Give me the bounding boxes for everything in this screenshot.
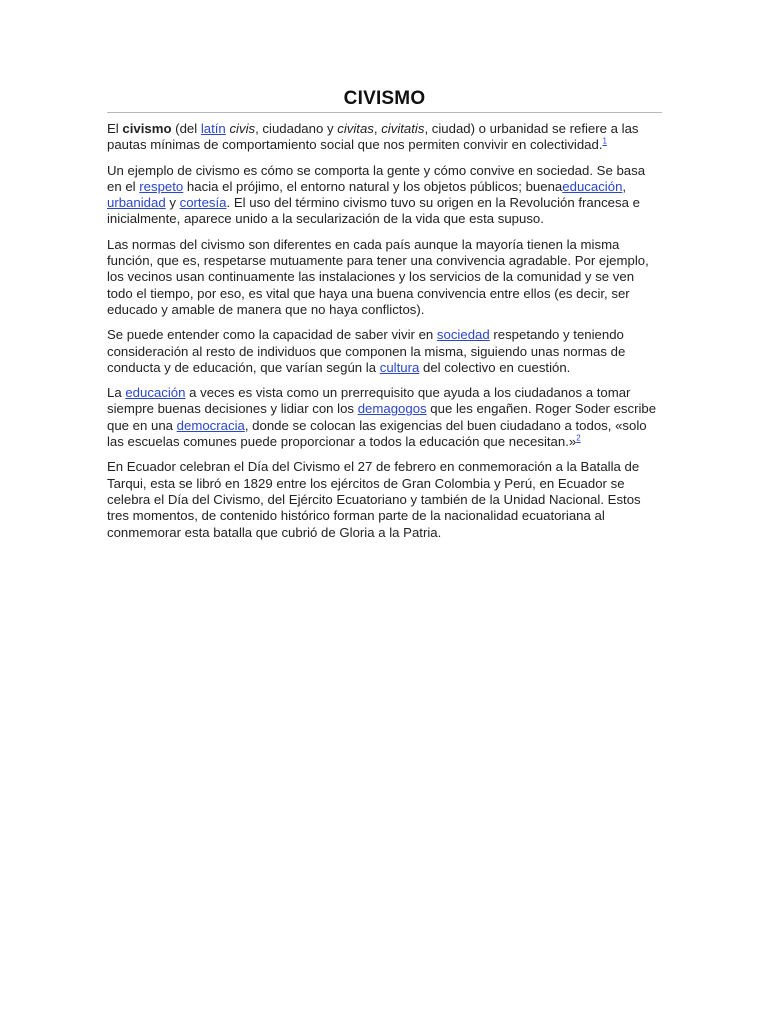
page-title: CIVISMO	[107, 88, 662, 113]
text-run: Las normas del civismo son diferentes en cada país aunque la mayoría tienen la misma función, que es, respetarse mutuamente para tener una convivencia agradable. Por ejemplo, los vecinos usan continuamente las instalaciones y los servicios de la comunidad y se ven todo el tiempo, por eso, es vital que haya una buena convivencia entre ellos (es decir, ser educado y amable de manera que no haya conflictos).	[107, 236, 649, 317]
link-sociedad[interactable]: sociedad	[436, 327, 490, 343]
text-run: que les engañen. Roger Soder escribe que en una	[107, 401, 657, 433]
paragraph-society	[107, 327, 662, 376]
paragraph-norms	[107, 237, 662, 318]
paragraph-example	[107, 163, 662, 228]
text-run: a veces es vista como un prerrequisito que ayuda a los ciudadanos a tomar siempre buenas decisiones y lidiar con los	[107, 385, 631, 417]
link-demagogos[interactable]: demagogos	[357, 401, 427, 417]
paragraph-definition	[107, 121, 662, 154]
link-cortesia[interactable]: cortesía	[179, 195, 227, 211]
text-run: Se puede entender como la capacidad de saber vivir en	[107, 327, 437, 343]
link-respeto[interactable]: respeto	[139, 178, 184, 194]
footnote-ref-1	[603, 137, 607, 146]
text-run: El	[107, 121, 123, 136]
italic-civitatis: civitatis	[381, 121, 425, 136]
italic-civitas: civitas	[337, 121, 374, 136]
text-run: , ciudad) o urbanidad se refiere a las pautas mínimas de comportamiento social que nos permiten convivir en colectividad.	[107, 121, 639, 153]
text-run: Un ejemplo de civismo es cómo se comporta la gente y cómo convive en sociedad. Se basa en el	[107, 162, 646, 194]
footnote-link-2[interactable]: 2	[576, 433, 581, 443]
document-page	[107, 88, 662, 541]
footnote-ref-2	[576, 434, 580, 443]
link-educacion-2[interactable]: educación	[125, 385, 186, 401]
footnote-link-1[interactable]: 1	[602, 136, 607, 146]
text-run: , ciudadano y	[255, 121, 338, 136]
link-cultura[interactable]: cultura	[379, 359, 420, 375]
paragraph-ecuador	[107, 459, 662, 540]
link-educacion[interactable]: educación	[562, 178, 623, 194]
text-run: En Ecuador celebran el Día del Civismo el 27 de febrero en conmemoración a la Batalla de Tarqui, esta se libró en 1829 entre los ejércitos de Gran Colombia y Perú, en Ecuador se celebra el Día del Civismo, del Ejército Ecuatoriano y también de la Unidad Nacional. Estos tres momentos, de contenido histórico forman parte de la nacionalidad ecuatoriana al conmemorar esta batalla que cubrió de Gloria a la Patria.	[107, 459, 641, 540]
italic-civis: civis	[229, 121, 256, 136]
text-run: (del	[171, 121, 201, 136]
text-run: , donde se colocan las exigencias del buen ciudadano a todos, «solo las escuelas comunes puede proporcionar a todos la educación que necesitan.»	[107, 417, 647, 450]
text-run: respetando y teniendo consideración al resto de individuos que componen la misma, siguiendo unas normas de conducta y de educación, que varían según la	[107, 327, 626, 375]
text-run: del colectivo en cuestión.	[419, 359, 571, 375]
paragraph-education	[107, 385, 662, 450]
link-urbanidad[interactable]: urbanidad	[107, 195, 166, 211]
text-run: y	[165, 195, 180, 211]
text-run: . El uso del término civismo tuvo su origen en la Revolución francesa e inicialmente, aparece unido a la secularización de la vida que esta supuso.	[107, 195, 640, 227]
text-run: hacia el prójimo, el entorno natural y los objetos públicos; buena	[183, 178, 563, 194]
text-run: ,	[373, 121, 382, 136]
text-run: ,	[622, 178, 627, 194]
link-latin[interactable]: latín	[200, 121, 226, 136]
bold-term-civismo: civismo	[122, 121, 172, 136]
link-democracia[interactable]: democracia	[176, 417, 245, 433]
text-run: La	[107, 385, 126, 401]
